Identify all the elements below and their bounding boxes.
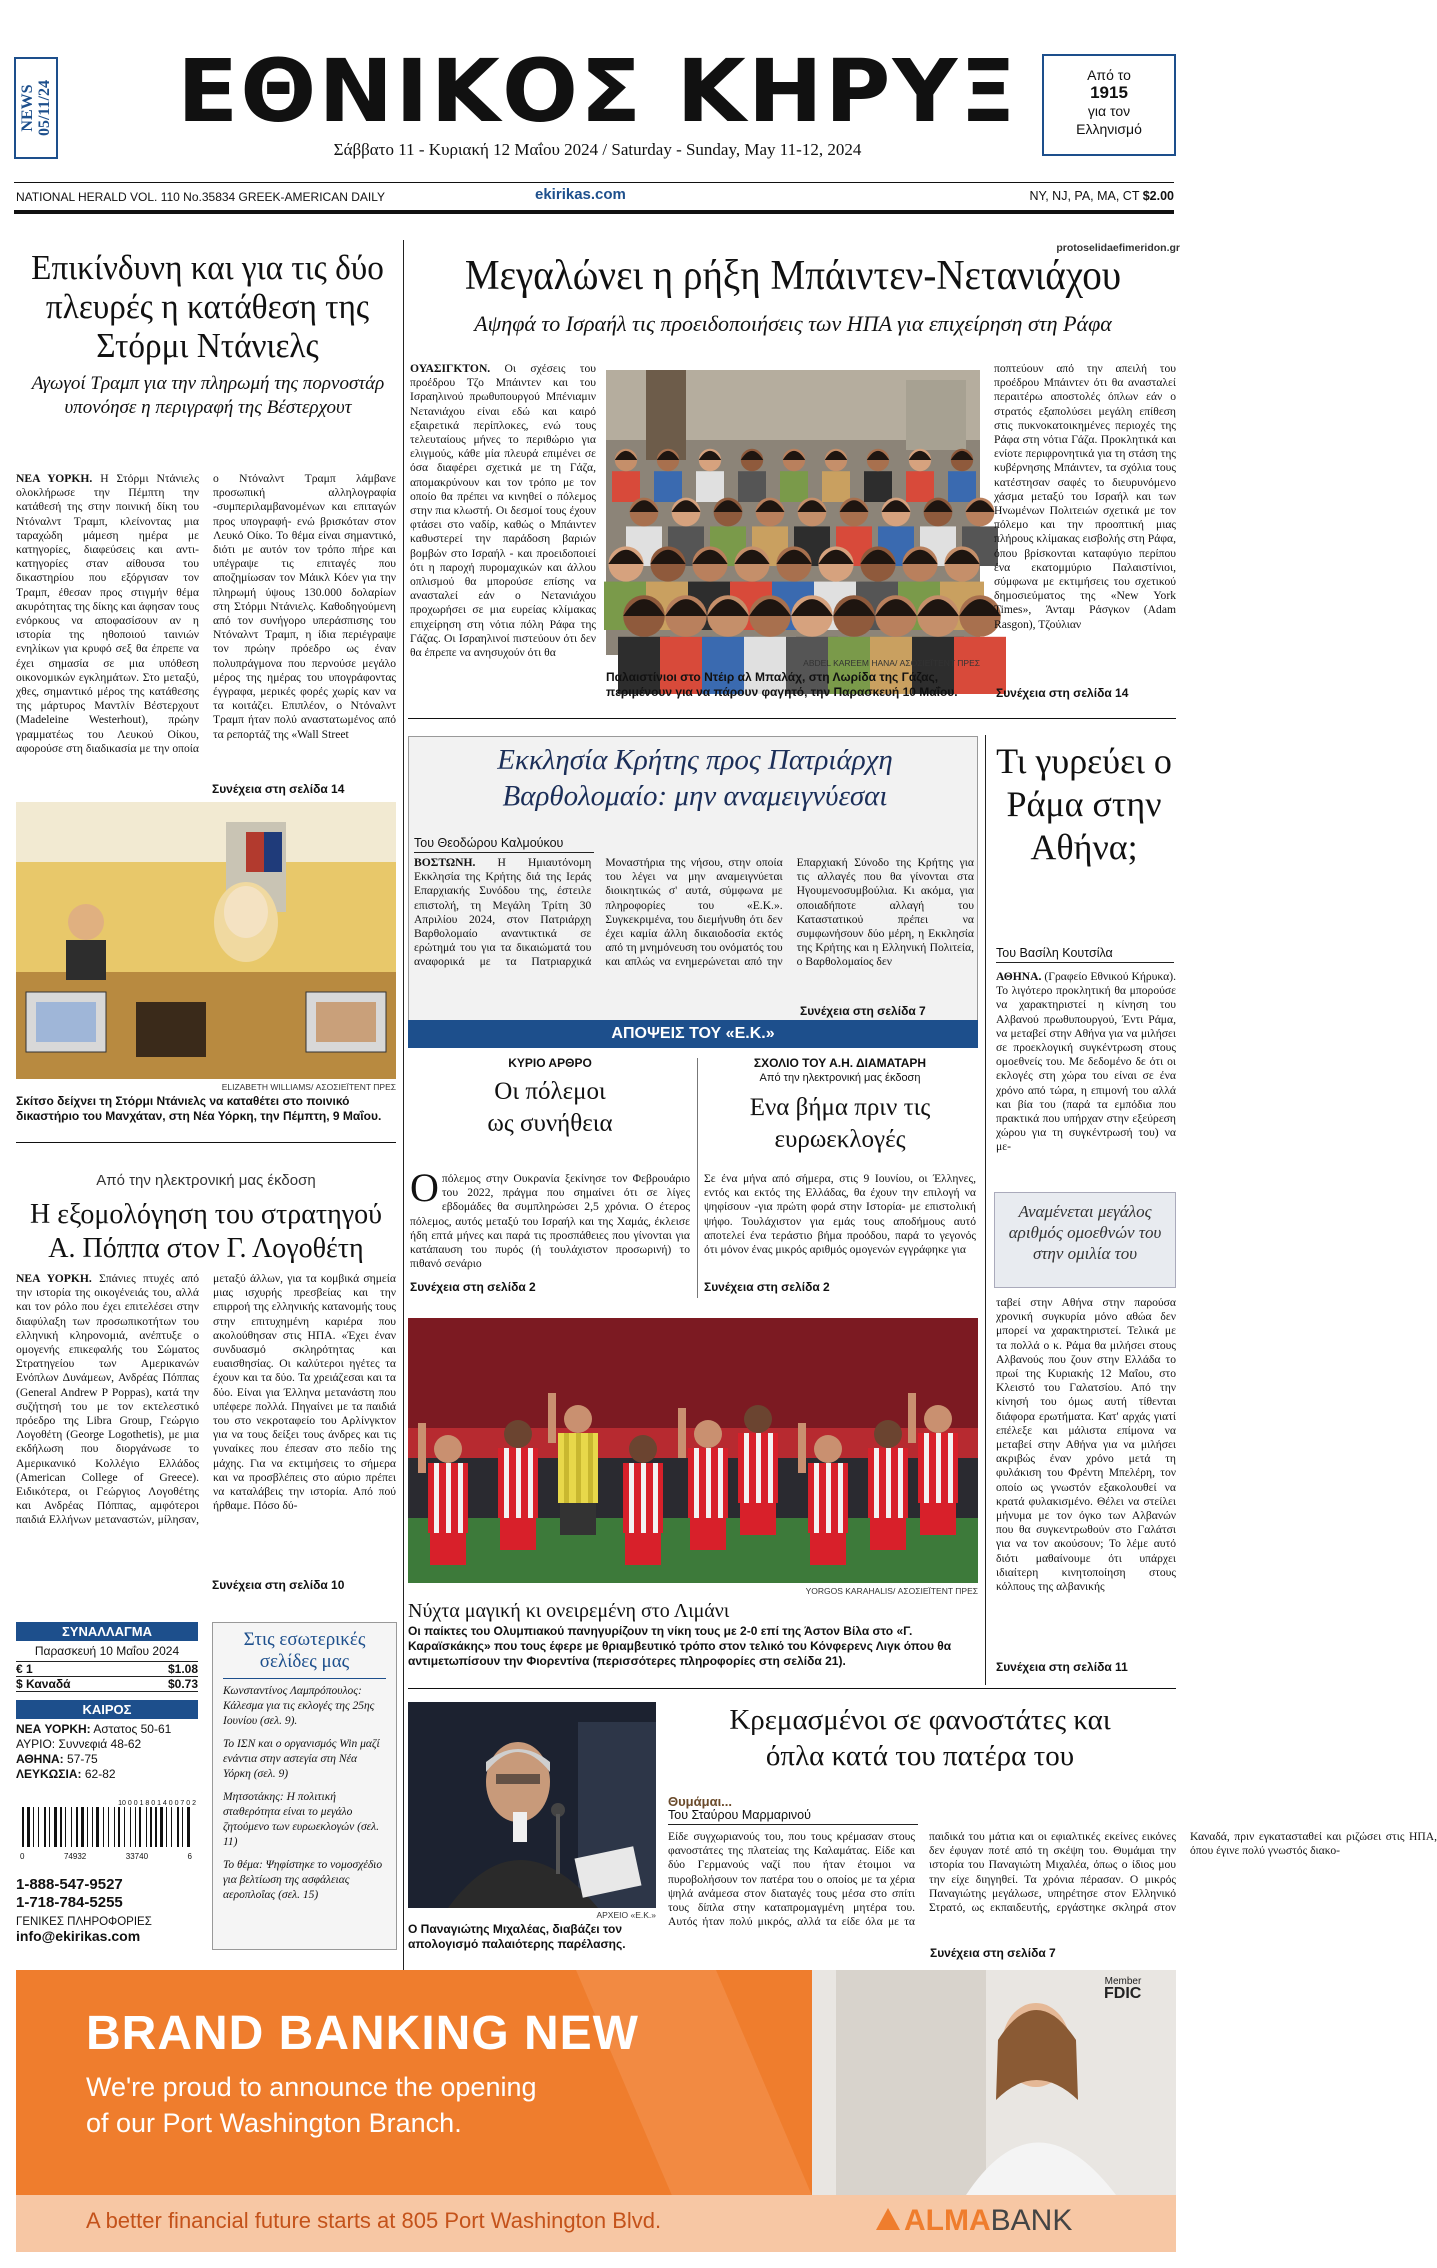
michaleas-photo	[408, 1702, 656, 1908]
michaleas-photo-credit: ΑΡΧΕΙΟ «Ε.Κ.»	[596, 1910, 656, 1920]
ad-tagline: A better financial future starts at 805 Port Washington Blvd.	[86, 2208, 662, 2233]
rama-body-1	[996, 970, 1176, 1188]
stormy-caption: Σκίτσο δείχνει τη Στόρμι Ντάνιελς να καταθέτει στο ποινικό δικαστήριο του Μανχάταν, στη Νέα Υόρκη, την Πέμπτη, 9 Μαΐου.	[16, 1094, 382, 1123]
column-rule-right	[985, 735, 986, 1685]
comment-continued[interactable]: Συνέχεια στη σελίδα 2	[704, 1280, 830, 1294]
editorial-continued[interactable]: Συνέχεια στη σελίδα 2	[410, 1280, 536, 1294]
barcode-mid2: 33740	[125, 1852, 149, 1861]
fdic-label: FDIC	[1104, 1985, 1142, 2002]
masthead-dateline: Σάββατο 11 - Κυριακή 12 Μαΐου 2024 / Saturday - Sunday, May 11-12, 2024	[333, 140, 862, 159]
pappas-lead: ΝΕΑ ΥΟΡΚΗ.	[16, 1272, 92, 1285]
inside-pages-box	[212, 1622, 397, 1950]
editorial-dropcap: Ο	[410, 1165, 439, 1210]
since-line3: Ελληνισμό	[1076, 121, 1142, 137]
barcode-left-digit: 0	[20, 1852, 25, 1861]
lamps-text: Είδε συγχωριανούς του, που τους κρέμασαν στους φανοστάτες της πλατείας της Καλαμάτας. Είδε και δύο Γερμανούς ναζί που ήταν έτοιμοι να πυροβολήσουν τον πατέρα του ο οποίος με τα χέρια ψηλά ανάμεσα στον διαταγές τους μέσα στο σπίτι τους δίπλα στην καταπρομαγμένη μητέρα του. Αυτός ήταν πολύ μικρός, αλλά τα είδε όλα με τα παιδικά του μάτια και οι εφιαλτικές εκείνες εικόνες δεν έφυγαν ποτέ από τη σκέψη του. Θυμάμαι την ιστορία του Παναγιώτη Μιχαλέα, όπως ο ίδιος μου την είχε διηγηθεί. Τα χρόνια πέρασαν. Ο μικρός Παναγιώτης μεγάλωσε, υπηρέτησε στον Ελληνικό Στρατό, ως εκπαιδευτής, εργάστηκε σκληρά στον Καναδά, πριν εγκατασταθεί και ριζώσει στις ΗΠΑ, όπου έγινε πολύ γνωστός διακο-	[668, 1830, 1437, 1929]
rama-body-2	[996, 1296, 1176, 1654]
weather-tomorrow: ΑΥΡΙΟ: Συννεφιά 48-62	[16, 1737, 142, 1751]
stormy-lead: ΝΕΑ ΥΟΡΚΗ.	[16, 472, 93, 485]
stormy-subhead: Αγωγοί Τραμπ για την πληρωμή της πορνοστάρ υπονόησε η περιγραφή της Βέστερχουτ	[31, 373, 385, 418]
comment-label: ΣΧΟΛΙΟ ΤΟΥ Α.Η. ΔΙΑΜΑΤΑΡΗ	[753, 1056, 927, 1070]
ad-headline: BRAND BANKING NEW	[86, 2007, 639, 2060]
lamps-body	[668, 1830, 1437, 1942]
barcode-mid1: 74932	[63, 1852, 87, 1861]
rift-continued[interactable]: Συνέχεια στη σελίδα 14	[996, 686, 1129, 700]
stormy-text: Η Στόρμι Ντάνιελς ολοκλήρωσε την Πέμπτη την κατάθεσή της στην ποινική δίκη του Ντόναλντ Τραμπ, κλείνοντας μια ταραχώδη μάμεση ημέρα με κατηγορίες, διαφεύσεις και αντι-κατηγορίες σταν αίθουσα του δικαστηρίου που εξόργισαν τον Τραμπ, έθεσαν προς στιγμήν θέμα ακυρότητας της δίκης και άφησαν τους ενόρκους να αποφασίσουν αν η ιστορία της ηθοποιού ταινιών ενηλίκων για κρυφό σεξ θα έπρεπε να έχει σημασία σε μια υπόθεση οικονομικών εγκλημάτων. Στο μεταξύ, χθες, σημαντικό μέρος της κατάθεσης της μάρτυρος Μαντλίν Βέστερχουτ (Madeleine Westerhout), πρώην γραμματέως του Λευκού Οίκου, αφορούσε στη διαδικασία με την οποία ο Ντόναλντ Τραμπ λάμβανε προσωπική αλληλογραφία -συμπεριλαμβανομένων και επιταγών προς υπογραφή- ενώ βρισκόταν στον Λευκό Οίκο. Το θέμα είναι σημαντικό, διότι με αυτόν τον τρόπο πήρε και υπέγραψε τις επιταγές που αποζημίωσαν τον Μάικλ Κόεν για την πληρωμή ύψους 130.000 δολαρίων στη Στόρμι Ντάνιελς. Καθοδηγούμενη από τον συνήγορο υπεράσπισης του Ντόναλντ Τραμπ, η ίδια περιέγραψε τον πρώην πρόεδρο ως έναν πολυπράγμονα που περνούσε μεγάλο μέρος της ημέρας του υπογράφοντας έγγραφα, μερικές φορές χωρίς καν να τα κοιτάζει. Επιπλέον, ο Ντόναλντ Τραμπ ήταν πολύ αναστατωμένος από τα ρεπορτάζ της «Wall Street	[16, 472, 396, 755]
lamps-byline: Του Σταύρου Μαρμαρινού	[668, 1808, 918, 1825]
bank-text: BANK	[990, 2204, 1073, 2237]
fx-cad-value: $0.73	[167, 1677, 198, 1691]
masthead-rule-thick	[14, 210, 1174, 214]
pappas-body	[16, 1272, 396, 1572]
editorial-text: πόλεμος στην Ουκρανία ξεκίνησε τον Φεβρουάριο του 2022, πράγμα που σημαίνει ότι σε λίγες εβδομάδες θα συμπληρώσει 2,5 χρόνια. Ο έτερος πόλεμος, αυτός μεταξύ του Ισραήλ και της Χαμάς, έκλεισε ήδη επτά μήνες και παρά τις προσπάθειες που γίνονται για κατάπαυση του πυρός (ή τουλάχιστον προσωρινή) το πιθανό σενάριο	[410, 1172, 690, 1271]
inside-title: Στις εσωτερικές σελίδες μας	[243, 1629, 366, 1672]
inside-item-1[interactable]: Κωνσταντίνος Λαμπρόπουλος: Κάλεσμα για τις εκλογές της 25ης Ιουνίου (σελ. 9).	[223, 1685, 375, 1727]
since-year: 1915	[1090, 83, 1128, 102]
stormy-photo-credit: ELIZABETH WILLIAMS/ ΑΣΟΣΙΕΪΤΕΝΤ ΠΡΕΣ	[221, 1082, 396, 1092]
comment-kicker: Από την ηλεκτρονική μας έκδοση	[759, 1072, 921, 1084]
phone-2[interactable]: 1-718-784-5255	[16, 1894, 123, 1911]
phone-1[interactable]: 1-888-547-9527	[16, 1876, 123, 1893]
rama-pullquote: Αναμένεται μεγάλος αριθμός ομοεθνών του στην ομιλία του	[994, 1192, 1176, 1288]
rule-pappas	[16, 1142, 396, 1143]
news-badge	[14, 57, 58, 159]
church-lead: ΒΟΣΤΩΝΗ.	[414, 856, 476, 869]
pappas-kicker: Από την ηλεκτρονική μας έκδοση	[96, 1172, 316, 1189]
editorial-label: ΚΥΡΙΟ ΑΡΘΡΟ	[508, 1056, 592, 1070]
column-rule-left	[403, 240, 404, 1970]
price: $2.00	[1142, 189, 1174, 203]
stormy-body	[16, 472, 396, 772]
barcode-top-digits: 10 0 0 1 8 0 1 4 0 0 7 0 2	[118, 1800, 196, 1807]
rift-lead: ΟΥΑΣΙΓΚΤΟΝ.	[410, 362, 491, 375]
michaleas-caption: Ο Παναγιώτης Μιχαλέας, διαβάζει τον απολογισμό παλαιότερης παρέλασης.	[408, 1922, 626, 1951]
masthead-title: ΕΘΝΙΚΟΣ ΚΗΡΥΞ	[177, 42, 1018, 142]
lamps-headline[interactable]: Κρεμασμένοι σε φανοστάτες και όπλα κατά του πατέρα του	[729, 1704, 1111, 1772]
rama-headline[interactable]: Τι γυρεύει ο Ράμα στην Αθήνα;	[996, 741, 1172, 867]
stormy-sketch-photo	[16, 802, 396, 1079]
comment-text: Σε ένα μήνα από σήμερα, στις 9 Ιουνίου, οι Έλληνες, εντός και εκτός της Ελλάδας, θα έχουν την επιλογή να ψηφίσουν -για πρώτη φορά στην Ιστορία- με επιστολική ψήφο. Τουλάχιστον για εμάς τους αποδήμους αυτό αποτελεί ένα τεράστιο βήμα προόδου, παρά το γεγονός ότι μόνον ένας μικρός αριθμός ομογενών εγγράφηκε για	[704, 1172, 976, 1257]
stormy-headline[interactable]: Επικίνδυνη και για τις δύο πλευρές η κατάθεση της Στόρμι Ντάνιελς	[31, 248, 384, 365]
inside-item-3[interactable]: Μητσοτάκης: Η πολιτική σταθερότητα είναι το μεγάλο ζητούμενο των ευρωεκλογών (σελ. 11)	[223, 1791, 380, 1848]
rift-body-left	[410, 362, 596, 702]
gaza-caption: Παλαιστίνιοι στο Ντέιρ αλ Μπαλάχ, στη Λωρίδα της Γάζας, περιμένουν για να πάρουν φαγητό, την Παρασκευή 10 Μαΐου.	[606, 670, 958, 699]
lamps-continued[interactable]: Συνέχεια στη σελίδα 7	[930, 1946, 1056, 1960]
fx-eur-label: € 1	[16, 1662, 33, 1676]
lamps-kicker: Θυμάμαι...	[668, 1794, 733, 1809]
alma-logo-icon	[876, 2208, 900, 2230]
fx-row-eur	[16, 1661, 198, 1676]
barcode-bars	[16, 1807, 196, 1847]
barcode	[16, 1800, 196, 1864]
weather-nicosia: ΛΕΥΚΩΣΙΑ: 62-82	[16, 1767, 116, 1781]
news-badge-label: NEWS	[19, 84, 37, 132]
rule-church	[408, 718, 1176, 719]
fdic-member: Member	[1104, 1976, 1142, 1987]
church-text: Η Ημιαυτόνομη Εκκλησία της Κρήτης διά της Ιεράς Επαρχιακής Συνόδου της, έστειλε επιστολή, τη Μεγάλη Τρίτη 30 Απριλίου 2024, στον Πατριάρχη Βαρθολομαίο αναντικτικά σε ερώτημά του για τα δικαιώματά του αναφορικά με τα Πατριαρχικά Μοναστήρια της νήσου, στην οποία του λέγει να μην αναμειγνύεται διοικητικώς σ' αυτά, σύμφωνα με πληροφορίες του «Ε.Κ.». Συγκεκριμένα, του διεμήνυθη ότι δεν έχει καμία άλλη δικαιοδοσία εκτός από τη μνημόνευση του ονόματός του και απλώς να ενημερώνεται από την Επαρχιακή Σύνοδο της Κρήτης για τις αλλαγές που θα γίνονται στα Ηγουμενοσυμβούλια. Κι ακόμα, για οποιαδήποτε αλλαγή του Καταστατικού πρέπει να συμφωνήσουν δύο μέρη, η Εκκλησία της Κρήτης και η Ελληνική Πολιτεία, ο Βαρθολομαίος δεν	[414, 856, 974, 969]
rama-text-1: (Γραφείο Εθνικού Κήρυκα). Το λιγότερο προκλητική θα μπορούσε να χαρακτηριστεί η κίνηση του Αλβανού πρωθυπουργού, Έντι Ράμα, να μεταβεί στην Αθήνα για να μιλήσει σε προεκλογική συγκέντρωση στους ομοεθνείς του. Με δεδομένο δε ότι οι εκλογές στη χώρα του είναι σε ένα χρόνο από τώρα, η επιμονή του αλλά και βία του (παρά τα εμπόδια που πρακτικά που υπήρχαν στην εξεύρεση χώρου για τη συγκέντρωσή του) να με-	[996, 970, 1176, 1154]
rama-byline: Του Βασίλη Κουτσίλα	[996, 946, 1174, 963]
pappas-text: Σπάνιες πτυχές από την ιστορία της οικογένειάς του, αλλά και τον ρόλο που έχει επιτελέσει στην διαφύλαξη των προσωπικοτήτων του ελληνική κληρονομιά, ανέπτυξε ο ομογενής επικεφαλής του Σώματος Στρατηγείου των Αμερικανών Ενόπλων Δυνάμεων, Ανδρέας Πόππας (General Andrew P Poppas), κατά την συζήτησή του με τον εκτελεστικό πρόεδρο της Libra Group, Γεώργιο Λογοθέτη (George Logothetis), με μια εκδήλωση που διοργάνωσε το Αμερικανικό Κολλέγιο Ελλάδος (American College of Greece). Ειδικότερα, οι Γεώργιος Λογοθέτης και Ανδρέας Πόππας, αμφότεροι παιδιά Ελλήνων μεταναστών, μίλησαν, μεταξύ άλλων, για τα κομβικά σημεία μιας ισχυρής πρεσβείας και την επιρροή της ελληνικής κατανομής τους στην επιτυχημένη καριέρα που ακολούθησαν στις ΗΠΑ. «Έχει έναν συνδυασμό σκληρότητας και ευαισθησίας. Οι καλύτεροι ηγέτες τα έχουν και τα δύο. Τα χρειάζεσαι και τα δύο. Είναι για Έλληνα μετανάστη που υπέφερε πολλά. Πηγαίνει με τα παιδιά του στο νεκροταφείο του Αρλίνγκτον για να τους δείξει τους άνδρες και τις γυναίκες που έπεσαν στο πεδίο της μάχης. Για να εκτιμήσεις το σήμερα και να προσβλέπεις στο αύριο πρέπει να καταλάβεις την ιστορία. Από πού ήρθαμε. Πόσο δύ-	[16, 1272, 396, 1527]
fx-row-cad	[16, 1676, 198, 1692]
rift-text-right: ποπτεύουν από την απειλή του προέδρου Μπάιντεν ότι θα ανασταλεί περαιτέρω αποστολές όπλων εάν ο στρατός εξαπολύσει μεγάλη επίθεση στις πυκνοκατοικημένες περιοχές της Ράφα στη νότια Γάζα. Προκλητικά και ενίοτε περιφρονητικά για τη στάση της κυβέρνησης Μπάιντεν, τα σχόλια τους κατέστησαν σαφές το διευρυνόμενο χάσμα μεταξύ του Ισραήλ και των Ηνωμένων Πολιτειών σχετικά με τον πόλεμο και την προοπτική μιας πλήρους κλίμακας εισβολής στη Ράφα, όπου βρίσκονται καταφύγιο περίπου ένα εκατομμύριο Παλαιστίνιοι, σύμφωνα με εκτιμήσεις του σχετικού δημοσιεύματος της «New York Times», Άνταμ Ράσγκον (Adam Rasgon), Τζούλιαν	[994, 362, 1176, 631]
inside-item-2[interactable]: Το ΙΣΝ και ο οργανισμός Win μαζί ενάντια στην αστεγία στη Νέα Υόρκη (σελ. 9)	[223, 1738, 380, 1780]
olympiacos-headline[interactable]: Νύχτα μαγική κι ονειρεμένη στο Λιμάνι	[408, 1600, 730, 1622]
rama-continued[interactable]: Συνέχεια στη σελίδα 11	[996, 1660, 1128, 1674]
website-link[interactable]: ekirikas.com	[535, 186, 626, 203]
states: NY, NJ, PA, MA, CT	[1029, 189, 1140, 203]
since-badge	[1042, 54, 1176, 156]
church-body	[414, 856, 974, 996]
rift-body-right	[994, 362, 1176, 682]
olympiacos-photo	[408, 1318, 978, 1583]
comment-title[interactable]: Ενα βήμα πριν τις ευρωεκλογές	[749, 1094, 931, 1153]
rama-lead: ΑΘΗΝΑ.	[996, 970, 1042, 983]
fx-date: Παρασκευή 10 Μαΐου 2024	[34, 1644, 180, 1658]
rift-headline[interactable]: Μεγαλώνει η ρήξη Μπάιντεν-Νετανιάχου	[464, 253, 1122, 299]
fx-box	[16, 1622, 198, 1782]
comment-body	[704, 1172, 976, 1274]
fdic-badge	[1104, 1976, 1141, 2000]
opinions-divider	[697, 1058, 698, 1298]
rule-lamps	[408, 1688, 1176, 1689]
editorial-body	[410, 1165, 690, 1274]
watermark: protoselidaefimeridon.gr	[1056, 242, 1180, 254]
olympiacos-caption: Οι παίκτες του Ολυμπιακού πανηγυρίζουν τη νίκη τους με 2-0 επί της Άστον Βίλα στο «Γ. Καραϊσκάκης» που τους έφερε με θριαμβευτικό τρόπο στον τελικό του Κόνφερενς Λιγκ όπου θα αντιμετωπίσουν την Φιορεντίνα (περισσότερες πληροφορίες στη σελίδα 21).	[408, 1624, 952, 1668]
info-label: ΓΕΝΙΚΕΣ ΠΛΗΡΟΦΟΡΙΕΣ	[16, 1916, 152, 1928]
pappas-headline[interactable]: Η εξομολόγηση του στρατηγού Α. Πόππα στον Γ. Λογοθέτη	[30, 1199, 382, 1264]
masthead-rule-thin	[14, 182, 1174, 183]
inside-item-4[interactable]: Το θέμα: Ψηφίστηκε το νομοσχέδιο για βελτίωση της ασφάλειας αεροπλοΐας (σελ. 15)	[223, 1859, 383, 1901]
fx-cad-label: $ Καναδά	[16, 1677, 71, 1691]
since-line2: για τον	[1087, 103, 1131, 119]
weather-athens: ΑΘΗΝΑ: 57-75	[16, 1752, 98, 1766]
weather-title: ΚΑΙΡΟΣ	[16, 1700, 198, 1719]
weather-list	[16, 1719, 198, 1782]
ad-banner[interactable]	[16, 1970, 1176, 2252]
fx-title: ΣΥΝΑΛΛΑΓΜΑ	[16, 1622, 198, 1641]
stormy-continued[interactable]: Συνέχεια στη σελίδα 14	[212, 782, 345, 796]
fx-eur-value: $1.08	[167, 1662, 198, 1676]
olympiacos-photo-credit: YORGOS KARAHALIS/ ΑΣΟΣΙΕΪΤΕΝΤ ΠΡΕΣ	[805, 1586, 978, 1596]
pappas-continued[interactable]: Συνέχεια στη σελίδα 10	[212, 1578, 345, 1592]
church-headline[interactable]: Εκκλησία Κρήτης προς Πατριάρχη Βαρθολομαίο: μην αναμειγνύεσαι	[497, 744, 893, 812]
church-continued[interactable]: Συνέχεια στη σελίδα 7	[800, 1004, 926, 1018]
email-link[interactable]: info@ekirikas.com	[16, 1928, 141, 1944]
rift-subhead: Αψηφά το Ισραήλ τις προειδοποιήσεις των ΗΠΑ για επιχείρηση στη Ράφα	[474, 311, 1112, 336]
rama-text-2: ταβεί στην Αθήνα στην παρούσα χρονική συγκυρία μόνο αθώα δεν μπορεί να χαρακτηριστεί. Τελικά με τα πολλά ο κ. Ράμα θα μιλήσει στους Αλβανούς που ζουν στην Ελλάδα το πρωί της Κυριακής 12 Μαΐου, στο Κλειστό του Γαλατσίου. Από την κίνησή του όμως αυτή τίθενται διάφορα ερωτήματα. Κατ' αρχάς γιατί επέλεξε και μάλιστα επίμονα να μεταβεί στην Αθήνα για να μιλήσει ακριβώς έναν χρόνο μετά τη φυλάκιση του Φρέντη Μπελέρη, τον οποίο ως γνωστόν εξακολουθεί να κρατά φυλακισμένο. Θέλει να στείλει μήνυμα με τον όγκο των Αλβανών που θα συγκεντρωθούν στο Γαλάτσι για να τον ακούσουν; Το λέμε αυτό διότι μαθαίνουμε ότι υπάρχει ιδιαίτερη κινητοποίηση στους κόλπους της αλβανικής	[996, 1296, 1176, 1594]
weather-ny: ΝΕΑ ΥΟΡΚΗ: Αστατος 50-61	[16, 1722, 172, 1736]
since-line1: Από το	[1087, 67, 1131, 83]
contact-block	[16, 1876, 206, 1944]
editorial-title[interactable]: Οι πόλεμοι ως συνήθεια	[487, 1078, 613, 1137]
volume-line: NATIONAL HERALD VOL. 110 No.35834 GREEK-AMERICAN DAILY	[16, 190, 386, 204]
opinions-banner: ΑΠΟΨΕΙΣ ΤΟΥ «Ε.Κ.»	[408, 1020, 978, 1048]
price-line	[1029, 189, 1174, 203]
alma-bank-logo	[876, 2204, 1072, 2238]
ad-line-2: of our Port Washington Branch.	[86, 2108, 462, 2138]
barcode-right-digit: 6	[187, 1852, 192, 1861]
gaza-photo-credit: ABDEL KAREEM HANA/ ΑΣΟΣΙΕΪΤΕΝΤ ΠΡΕΣ	[803, 658, 980, 668]
ad-line-1: We're proud to announce the opening	[86, 2072, 537, 2102]
alma-text: ALMA	[904, 2204, 991, 2237]
news-badge-date: 05/11/24	[36, 79, 54, 137]
rift-text-left: Οι σχέσεις του προέδρου Τζο Μπάιντεν και του Ισραηλινού πρωθυπουργού Μπένιαμιν Νετανιάχου είναι εδώ και καιρό εξαιρετικά περίπλοκες, ενώ τους τελευταίους μήνες το περιθώριο για ελιγμούς, κάθε μία πλευρά επιμένει σε όσα διαφέρει σχετικά με τη Γάζα, απομακρύνουν και τον τρόπο με τον οποίο θα πρέπει να κινηθεί ο πόλεμος στην πια κλωστή. Οι δεσμοί τους έχουν φτάσει στο ναδίρ, καθώς ο Μπάιντεν καθυστερεί την παράδοση βαριών βομβών στο Ισραήλ - και προειδοποιεί ότι η παροχή πυρομαχικών και άλλου οπλισμού θα μπορούσε επίσης να ανασταλεί εάν ο Νετανιάχου προχωρήσει σε μια ευρείας κλίμακας επιχείρηση στη νότια πόλη Ράφα της Γάζας. Οι Ισραηλινοί πιστεύουν ότι δεν θα έπρεπε να ανησυχούν ότι θα	[410, 362, 596, 660]
gaza-photo	[606, 370, 980, 655]
church-byline: Του Θεοδώρου Καλμούκου	[414, 836, 594, 853]
